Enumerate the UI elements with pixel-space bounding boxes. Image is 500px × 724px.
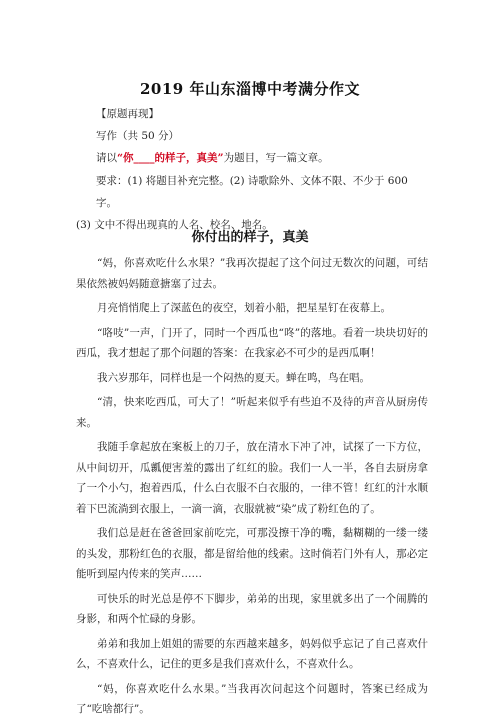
paragraph: 可快乐的时光总是停不下脚步，弟弟的出现，家里就多出了一个闹腾的身影，和两个忙碌的身影。 (76, 592, 428, 625)
paragraph: “妈，你喜欢吃什么水果。”当我再次问起这个问题时，答案已经成为了“吃啥都行”。 (76, 682, 428, 715)
paragraph: 月亮悄悄爬上了深蓝色的夜空，划着小船，把星星钉在夜幕上。 (97, 302, 391, 314)
essay-body (76, 253, 428, 724)
paragraph: 我随手拿起放在案板上的刀子，放在清水下冲了冲，试探了一下方位，从中间切开，瓜瓤便害羞的露出了红红的脸。我们一人一半，各自去厨房拿了一个小勺，抱着西瓜，什么白衣服不白衣服的，一律不管！红红的汁水顺着下巴流淌到衣服上，一滴一滴，衣服就被“染”成了粉红色的了。 (76, 441, 428, 515)
essay-title: 你付出的样子，真美 (191, 230, 309, 245)
paragraph: 我六岁那年，同样也是一个闷热的夏天。蝉在鸣，鸟在唱。 (97, 371, 370, 384)
prompt-line (96, 148, 426, 168)
requirements-line-1: 要求：(1) 将题目补充完整。(2) 诗歌除外、文体不限、不少于 600 字。 (96, 175, 408, 209)
prompt-suffix: 为题目，写一篇文章。 (223, 152, 329, 164)
document-title: 2019 年山东淄博中考满分作文 (140, 80, 360, 98)
paragraph: “咯吱”一声，门开了，同时一个西瓜也“咚”的落地。看着一块块切好的西瓜，我才想起了那个问题的答案：在我家必不可少的是西瓜啊！ (76, 326, 428, 359)
requirements-line-2: (3) 文中不得出现真的人名、校名、地名。 (76, 219, 273, 231)
prompt-prefix: 请以 (96, 152, 117, 164)
score-line: 写作（共 50 分） (96, 130, 180, 142)
paragraph: 我们总是赶在爸爸回家前吃完，可那没擦干净的嘴，黏糊糊的一缕一缕的头发，那粉红色的衣服，都是留给他的线索。这时倘若门外有人，那必定能听到屋内传来的笑声…… (76, 527, 428, 580)
paragraph: “清，快来吃西瓜，可大了！”听起来似乎有些迫不及待的声音从厨房传来。 (76, 396, 428, 429)
paragraph: “妈，你喜欢吃什么水果？”我再次提起了这个问过无数次的问题，可结果依然被妈妈随意搪塞了过去。 (76, 257, 428, 290)
section-label: 【原题再现】 (96, 108, 159, 120)
prompt-quote: “你____的样子，真美” (117, 152, 224, 164)
paragraph: 弟弟和我加上姐姐的需要的东西越来越多，妈妈似乎忘记了自己喜欢什么，不喜欢什么，记住的更多是我们喜欢什么，不喜欢什么。 (76, 637, 428, 670)
